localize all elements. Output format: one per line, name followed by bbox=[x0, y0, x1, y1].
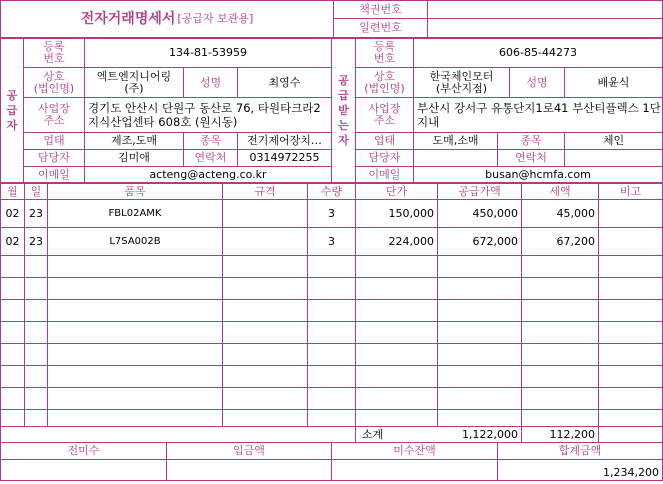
receiver-company: 한국체인모터 (부산지점) bbox=[429, 69, 494, 95]
receiver-business-type: 도매,소매 bbox=[432, 134, 479, 147]
supplier-address-label: 사업장 주소 bbox=[38, 102, 70, 127]
grand-total-label: 합계금액 bbox=[558, 444, 602, 457]
receiver-reg-no-label: 등록 번호 bbox=[373, 40, 396, 65]
supplier-name-label: 성명 bbox=[199, 75, 222, 89]
receiver-email: busan@hcmfa.com bbox=[485, 167, 591, 181]
receiver-reg-no: 606-85-44273 bbox=[499, 46, 577, 59]
col-spec-header: 규격 bbox=[254, 184, 276, 198]
receiver-manager bbox=[414, 150, 497, 166]
col-unit-price-header: 단가 bbox=[385, 184, 408, 198]
supplier-business-item: 전기제어장치… bbox=[247, 134, 322, 147]
receiver-business-item: 체인 bbox=[602, 134, 625, 147]
supplier-name: 최영수 bbox=[268, 75, 301, 89]
supplier-address: 경기도 안산시 단원구 동산로 76, 타원타크라2지식산업센타 608호 (원시동) bbox=[88, 101, 321, 129]
row-month: 02 bbox=[5, 206, 20, 220]
subtotal-supply: 1,122,000 bbox=[462, 427, 518, 441]
supplier-company: 엑트엔지니어링 (주) bbox=[96, 69, 172, 95]
receiver-name-label: 성명 bbox=[526, 75, 548, 89]
row-item: L7SA002B bbox=[109, 235, 161, 247]
row-note bbox=[599, 228, 662, 255]
receiver-company-label: 상호 (법인명) bbox=[364, 69, 405, 95]
receiver-side-label: 공 급 받 는 자 bbox=[338, 74, 349, 147]
receiver-contact-label: 연락처 bbox=[515, 151, 547, 164]
serial-no-label: 일련번호 bbox=[359, 21, 402, 34]
supplier-company-label: 상호 (법인명) bbox=[33, 69, 75, 95]
supplier-contact: 0314972255 bbox=[249, 151, 320, 164]
row-unit-price: 150,000 bbox=[388, 206, 434, 220]
supplier-email: acteng@acteng.co.kr bbox=[149, 167, 267, 181]
subtitle-text: [공급자 보관용] bbox=[177, 12, 254, 25]
prev-unpaid-value bbox=[1, 460, 166, 480]
receiver-name: 배윤식 bbox=[597, 75, 630, 89]
unpaid-balance-value bbox=[332, 460, 497, 480]
subtotal-tax: 112,200 bbox=[549, 427, 595, 441]
supplier-business-type: 제조,도매 bbox=[110, 134, 157, 147]
row-supply: 672,000 bbox=[472, 234, 518, 248]
row-day: 23 bbox=[29, 234, 43, 248]
title-text: 전자거래명세서 bbox=[80, 11, 176, 27]
book-no-value bbox=[428, 1, 662, 18]
document-title bbox=[1, 1, 333, 37]
row-unit-price: 224,000 bbox=[388, 234, 434, 248]
row-spec bbox=[223, 200, 307, 227]
supplier-business-item-label: 종목 bbox=[199, 134, 222, 147]
row-note bbox=[599, 200, 662, 227]
serial-no-value bbox=[428, 19, 662, 37]
col-supply-header: 공급가액 bbox=[458, 184, 501, 198]
receiver-business-item-label: 종목 bbox=[520, 134, 542, 147]
row-day: 23 bbox=[29, 206, 43, 220]
subtotal-label: 소계 bbox=[361, 427, 384, 441]
row-qty: 3 bbox=[328, 206, 335, 220]
col-month-header: 월 bbox=[7, 184, 18, 198]
col-item-header: 품목 bbox=[124, 184, 146, 198]
supplier-contact-label: 연락처 bbox=[194, 151, 227, 164]
unpaid-balance-label: 미수잔액 bbox=[393, 444, 436, 457]
receiver-manager-label: 담당자 bbox=[368, 151, 401, 164]
receiver-email-label: 이메일 bbox=[368, 167, 401, 181]
deposit-label: 입금액 bbox=[233, 444, 265, 457]
supplier-side-label: 공 급 자 bbox=[6, 89, 18, 132]
prev-unpaid-label: 전미수 bbox=[67, 444, 100, 457]
grand-total-value: 1,234,200 bbox=[603, 466, 659, 479]
supplier-manager-label: 담당자 bbox=[38, 151, 70, 164]
row-spec bbox=[223, 228, 307, 255]
receiver-contact bbox=[565, 150, 662, 166]
supplier-reg-no-label: 등록 번호 bbox=[43, 40, 65, 65]
row-tax: 67,200 bbox=[556, 234, 595, 248]
supplier-business-type-label: 업태 bbox=[43, 134, 65, 147]
row-item: FBL02AMK bbox=[108, 207, 162, 219]
row-tax: 45,000 bbox=[556, 206, 595, 220]
col-qty-header: 수량 bbox=[320, 184, 343, 198]
deposit-value bbox=[167, 460, 331, 480]
col-note-header: 비고 bbox=[619, 184, 642, 198]
row-qty: 3 bbox=[328, 234, 335, 248]
book-no-label: 책권번호 bbox=[359, 2, 402, 16]
supplier-reg-no: 134-81-53959 bbox=[169, 46, 247, 59]
receiver-address: 부산시 강서구 유통단지1로41 부산티플렉스 1단지내 bbox=[417, 101, 661, 129]
row-supply: 450,000 bbox=[472, 206, 518, 220]
supplier-manager: 김미애 bbox=[118, 151, 150, 164]
row-month: 02 bbox=[5, 234, 20, 248]
col-tax-header: 세액 bbox=[549, 184, 571, 198]
receiver-address-label: 사업장 주소 bbox=[368, 102, 401, 127]
col-day-header: 일 bbox=[30, 184, 42, 198]
supplier-email-label: 이메일 bbox=[38, 167, 70, 181]
receiver-business-type-label: 업태 bbox=[373, 134, 396, 147]
